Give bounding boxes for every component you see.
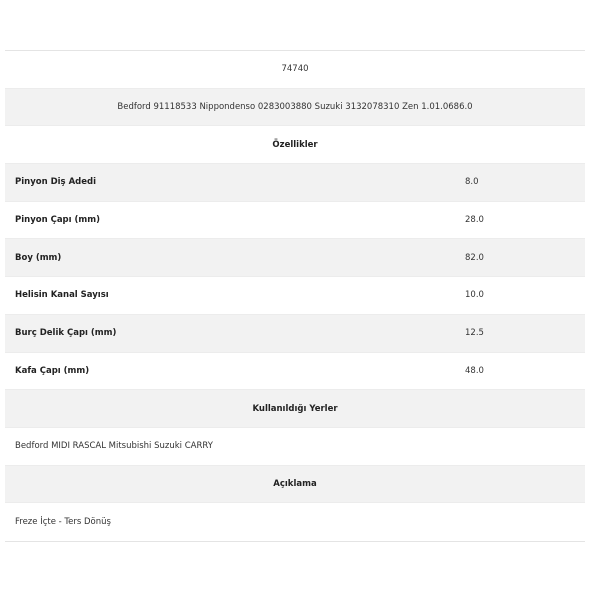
spec-label: Pinyon Çapı (mm) — [15, 215, 100, 226]
description-heading: Açıklama — [273, 478, 317, 489]
spec-row — [5, 277, 585, 315]
product-code: 74740 — [281, 64, 309, 75]
spec-value: 8.0 — [465, 177, 479, 188]
description-heading-row — [5, 466, 585, 504]
spec-label: Helisin Kanal Sayısı — [15, 290, 109, 301]
usage-heading-row — [5, 390, 585, 428]
spec-value: 28.0 — [465, 215, 484, 226]
cross-references: Bedford 91118533 Nippondenso 0283003880 Suzuki 3132078310 Zen 1.01.0686.0 — [117, 102, 473, 113]
description-row — [5, 503, 585, 541]
spec-label: Kafa Çapı (mm) — [15, 365, 90, 376]
usage-text: Bedford MIDI RASCAL Mitsubishi Suzuki CARRY — [15, 441, 213, 452]
spec-label: Pinyon Diş Adedi — [15, 177, 96, 188]
cross-reference-row — [5, 89, 585, 127]
description-text: Freze İçte - Ters Dönüş — [15, 517, 111, 528]
product-spec-table — [5, 50, 585, 542]
usage-heading: Kullanıldığı Yerler — [252, 403, 338, 414]
spec-row — [5, 164, 585, 202]
spec-value: 48.0 — [465, 365, 484, 376]
usage-row — [5, 428, 585, 466]
spec-value: 12.5 — [465, 328, 484, 339]
spec-row — [5, 239, 585, 277]
specs-heading-row — [5, 126, 585, 164]
spec-row — [5, 353, 585, 391]
spec-label: Boy (mm) — [15, 252, 62, 263]
product-code-row — [5, 51, 585, 89]
spec-value: 10.0 — [465, 290, 484, 301]
spec-value: 82.0 — [465, 252, 484, 263]
specs-heading: Özellikler — [272, 139, 318, 150]
spec-row — [5, 202, 585, 240]
spec-row — [5, 315, 585, 353]
spec-label: Burç Delik Çapı (mm) — [15, 328, 117, 339]
